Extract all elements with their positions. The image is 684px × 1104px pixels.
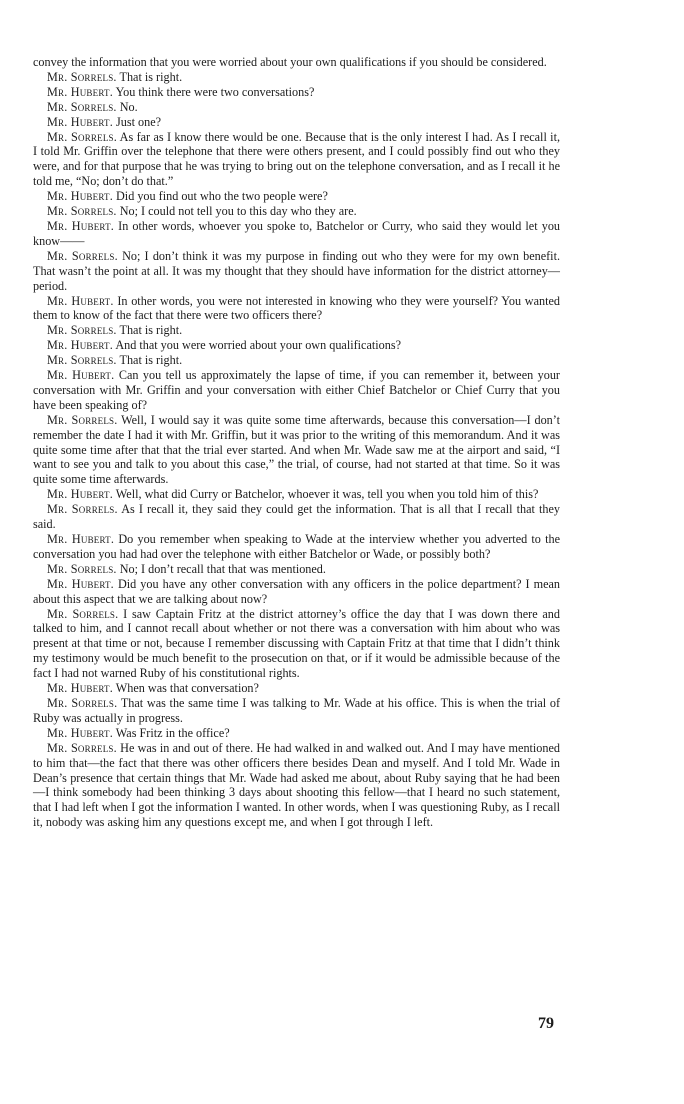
speaker-label: Mr. Sorrels. (47, 204, 117, 219)
paragraph-text: As far as I know there would be one. Because that is the only interest I had. As I recall it, I told Mr. Griffin over the telephone that there were others present, and I could possibly find out who they were, and for that purpose that he was trying to bring out on the telephone conversation, and as I recall it he told me, “No; don’t do that.” (33, 129, 561, 189)
paragraph-text: Just one? (116, 114, 162, 129)
speaker-label: Mr. Hubert. (47, 189, 113, 204)
speaker-label: Mr. Hubert. (47, 84, 113, 99)
paragraph (33, 726, 560, 741)
paragraph (33, 413, 560, 488)
paragraph-text: No. (119, 99, 138, 114)
paragraph-text: That is right. (119, 323, 183, 338)
paragraph-text: In other words, you were not interested in knowing who they were yourself? You wanted them to know of the fact that there were two officers there? (33, 293, 560, 323)
paragraph (33, 741, 560, 830)
paragraph (33, 323, 560, 338)
paragraph-text: Was Fritz in the office? (115, 725, 230, 740)
paragraph (33, 249, 560, 294)
speaker-label: Mr. Hubert. (47, 293, 114, 308)
speaker-label: Mr. Hubert. (47, 576, 114, 591)
paragraph (33, 219, 560, 249)
speaker-label: Mr. Sorrels. (47, 353, 117, 368)
paragraph-text: In other words, whoever you spoke to, Batchelor or Curry, who said they would let you know—— (33, 218, 561, 248)
speaker-label: Mr. Hubert. (47, 532, 115, 546)
paragraph (33, 577, 560, 607)
paragraph (33, 562, 560, 577)
speaker-label: Mr. Sorrels. (47, 606, 119, 621)
paragraph-text: You think there were two conversations? (115, 84, 315, 99)
paragraph (33, 338, 560, 353)
paragraph (33, 502, 560, 532)
paragraph-text: That is right. (119, 353, 183, 368)
paragraph-text: convey the information that you were worried about your own qualifications if you should be considered. (33, 55, 547, 69)
paragraph-text: No; I could not tell you to this day who they are. (119, 204, 357, 219)
paragraph (33, 115, 560, 130)
speaker-label: Mr. Hubert. (47, 725, 113, 740)
paragraph (33, 681, 560, 696)
speaker-label: Mr. Hubert. (47, 218, 115, 233)
paragraph (33, 70, 560, 85)
paragraph (33, 487, 560, 502)
page-number: 79 (538, 1015, 554, 1032)
paragraph (33, 294, 560, 324)
speaker-label: Mr. Hubert. (47, 681, 113, 696)
paragraph-text: Well, I would say it was quite some time afterwards, because this conversation—I don’t remember the date I had it with Mr. Griffin, but it was prior to the writing of this memorandum. And it was quite some time after that that the trial ever started. And when Mr. Wade saw me at the airport and said, “I want to see you and talk to you about this case,” the trial, of course, had not started at that time. So it was quite some time afterwards. (33, 412, 560, 487)
paragraph-text: I saw Captain Fritz at the district attorney’s office the day that I was down there and talked to him, and I cannot recall about whether or not there was a conversation with him about who was present at that time or not, because I remember discussing with Captain Fritz at that time that I didn’t think my testimony would be much benefit to the prosecution on that, or if it would be admissible because of the fact I had not warned Ruby of his constitutional rights. (33, 606, 560, 681)
paragraph-text: Can you tell us approximately the lapse of time, if you can remember it, between your conversation with Mr. Griffin and your conversation with either Chief Batchelor or Chief Curry that you have been speaking of? (33, 368, 560, 412)
speaker-label: Mr. Sorrels. (47, 248, 118, 263)
speaker-label: Mr. Sorrels. (47, 502, 118, 517)
paragraph (33, 189, 560, 204)
speaker-label: Mr. Sorrels. (47, 129, 117, 144)
paragraph (33, 204, 560, 219)
speaker-label: Mr. Hubert. (47, 368, 115, 383)
testimony-transcript (33, 55, 560, 830)
paragraph (33, 607, 560, 682)
speaker-label: Mr. Sorrels. (47, 99, 117, 114)
paragraph (33, 130, 560, 190)
speaker-label: Mr. Sorrels. (47, 695, 118, 710)
paragraph (33, 532, 560, 562)
speaker-label: Mr. Hubert. (47, 338, 113, 353)
paragraph-text: Well, what did Curry or Batchelor, whoever it was, tell you when you told him of this? (115, 487, 539, 502)
speaker-label: Mr. Sorrels. (47, 69, 117, 84)
speaker-label: Mr. Hubert. (47, 487, 113, 502)
paragraph-text: Did you have any other conversation with any officers in the police department? I mean about this aspect that we are talking about now? (33, 576, 561, 606)
paragraph-text: Do you remember when speaking to Wade at the interview whether you adverted to the conversation you had had over the telephone with either Batchelor or Wade, or possibly both? (33, 532, 561, 561)
paragraph-text: That was the same time I was talking to Mr. Wade at his office. This is when the trial of Ruby was actually in progress. (33, 695, 560, 725)
speaker-label: Mr. Sorrels. (47, 740, 117, 755)
paragraph (33, 100, 560, 115)
paragraph-text: No; I don’t recall that that was mentioned. (119, 561, 326, 576)
speaker-label: Mr. Sorrels. (47, 561, 117, 576)
speaker-label: Mr. Sorrels. (47, 412, 118, 427)
paragraph-text: And that you were worried about your own qualifications? (115, 338, 401, 353)
paragraph (33, 353, 560, 368)
paragraph-text: Did you find out who the two people were? (116, 189, 328, 204)
paragraph-text: He was in and out of there. He had walked in and walked out. And I may have mentioned to him that—the fact that there was other officers there besides Dean and myself. And I told Mr. Wade in Dean’s presence that certain things that Mr. Wade had asked me about, about Ruby saying that he had been—I think somebody had been thinking 3 days about shooting this fellow—that I heard no such statement, that I had left when I got the information I wanted. In other words, when I was questioning Ruby, as I recall it, nobody was asking him any questions except me, and when I got through I left. (33, 740, 560, 830)
paragraph-text: When was that conversation? (115, 681, 259, 696)
paragraph-text: That is right. (119, 69, 183, 84)
paragraph-text: No; I don’t think it was my purpose in finding out who they were for my own benefit. That wasn’t the point at all. It was my thought that they should have information for the district attorney—period. (33, 248, 561, 293)
paragraph-text: As I recall it, they said they could get the information. That is all that I recall that they said. (33, 502, 560, 532)
paragraph (33, 55, 560, 70)
paragraph (33, 696, 560, 726)
speaker-label: Mr. Sorrels. (47, 323, 117, 338)
speaker-label: Mr. Hubert. (47, 114, 113, 129)
paragraph (33, 85, 560, 100)
paragraph (33, 368, 560, 413)
